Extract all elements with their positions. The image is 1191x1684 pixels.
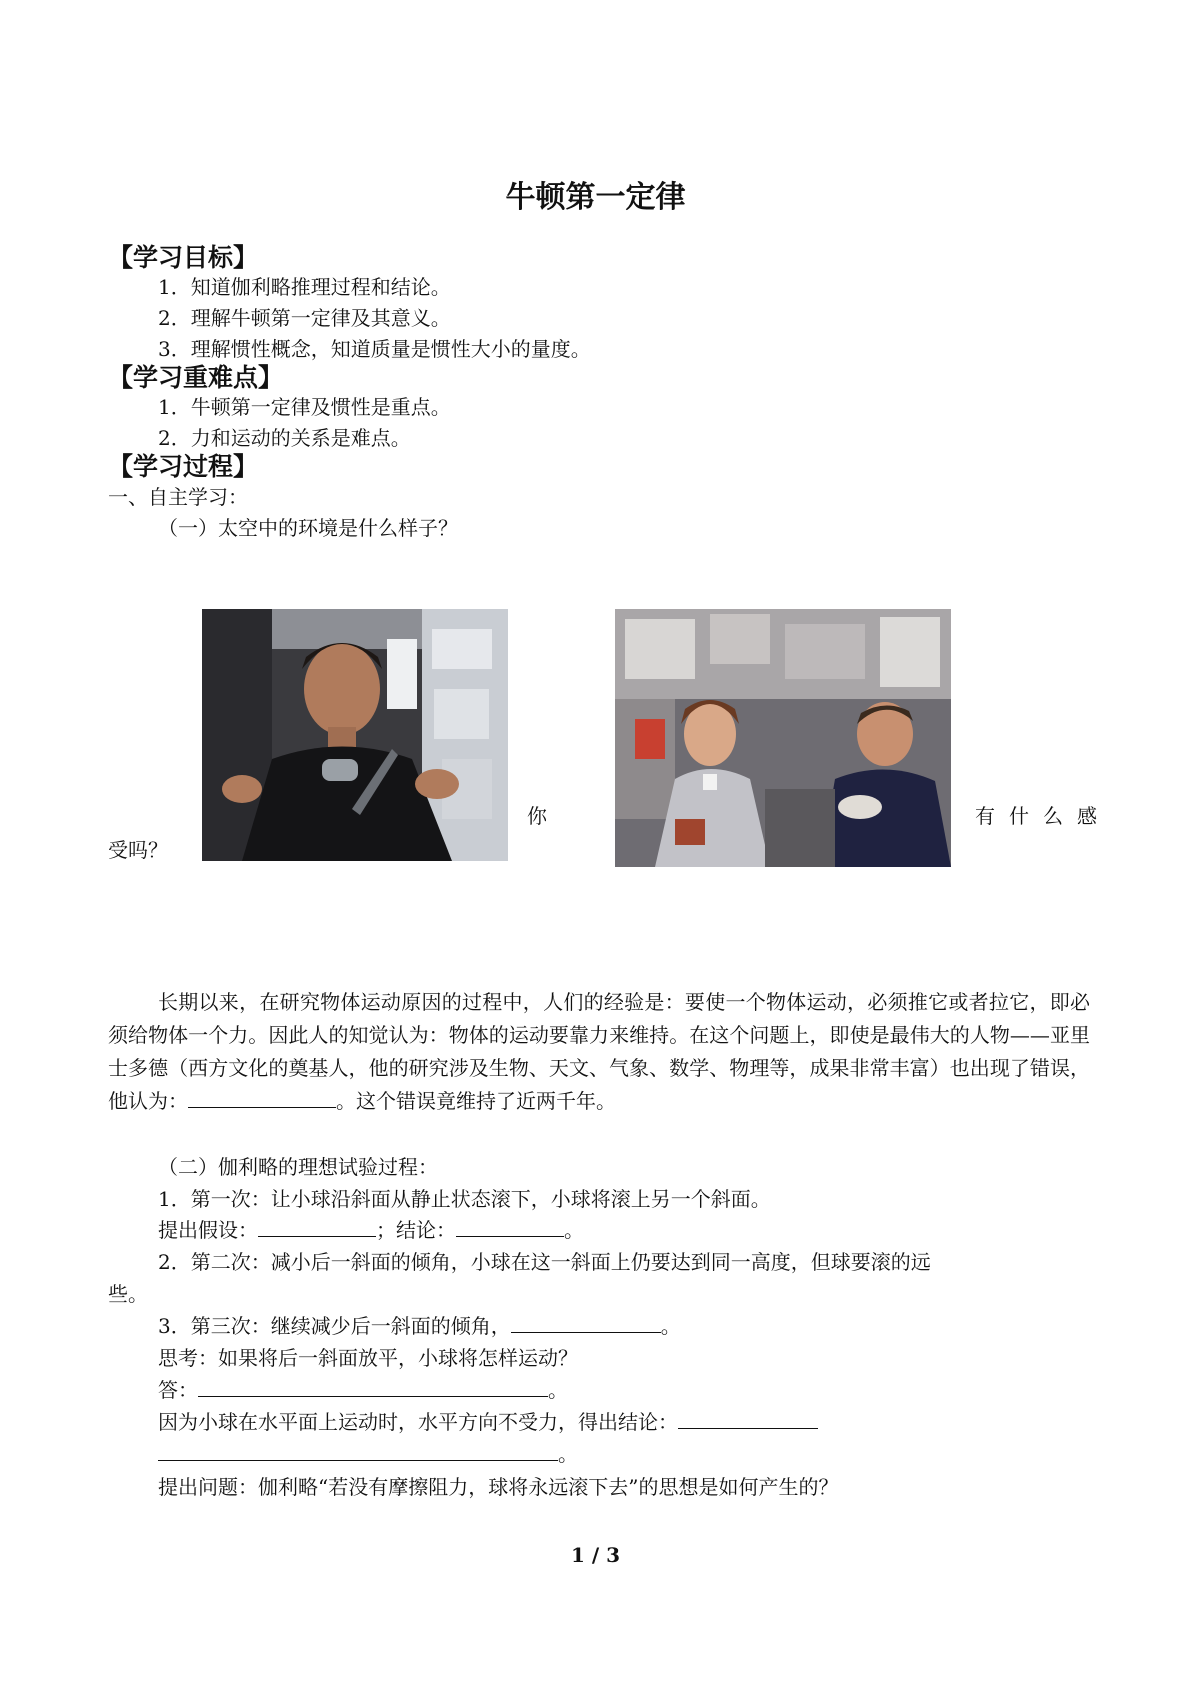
step-3: [158, 1310, 681, 1339]
because-end: 。: [558, 1442, 578, 1466]
aristotle-answer-blank[interactable]: [188, 1089, 336, 1108]
step-3-end: 。: [660, 1314, 681, 1338]
hypothesis-label: 提出假设：: [158, 1218, 258, 1242]
answer-end: 。: [548, 1378, 568, 1402]
goal-item-1: 1．知道伽利略推理过程和结论。: [158, 275, 451, 299]
goals-heading: 【学习目标】: [108, 243, 259, 272]
astronauts-photo-2: [615, 609, 951, 867]
key-points-heading: 【学习重难点】: [108, 363, 284, 392]
hypothesis-line: [158, 1214, 584, 1243]
caption-question-end: 受吗？: [108, 838, 168, 862]
think-question: 思考：如果将后一斜面放平，小球将怎样运动？: [158, 1346, 578, 1370]
process-heading: 【学习过程】: [108, 452, 259, 481]
hypothesis-blank[interactable]: [258, 1218, 376, 1237]
because-text: 因为小球在水平面上运动时，水平方向不受力，得出结论：: [158, 1410, 678, 1434]
astronaut-photo-1-image: [202, 609, 508, 861]
answer-label: 答：: [158, 1378, 198, 1402]
because-line-2: [158, 1438, 578, 1467]
aristotle-paragraph-end: 。这个错误竟维持了近两千年。: [336, 1089, 616, 1113]
caption-any-feeling: 有什么感: [975, 804, 1111, 828]
astronaut-photo-1: [202, 609, 508, 861]
answer-blank[interactable]: [198, 1378, 548, 1397]
answer-line: [158, 1374, 568, 1403]
astronauts-photo-2-image: [615, 609, 951, 867]
step-3-text: 3．第三次：继续减少后一斜面的倾角，: [158, 1314, 511, 1338]
aristotle-paragraph-text: 长期以来，在研究物体运动原因的过程中，人们的经验是：要使一个物体运动，必须推它或者拉它，即必须给物体一个力。因此人的知觉认为：物体的运动要靠力来维持。在这个问题上，即使是最伟大的人物——亚里士多德（西方文化的奠基人，他的研究涉及生物、天文、气象、数学、物理等，成果非常丰富）也出现了错误，他认为：: [108, 990, 1090, 1113]
key-item-1: 1．牛顿第一定律及惯性是重点。: [158, 395, 451, 419]
conclusion-blank[interactable]: [456, 1218, 564, 1237]
conclusion-blank-2[interactable]: [678, 1410, 818, 1429]
aristotle-paragraph: [108, 986, 1090, 1118]
conclusion-label: ；结论：: [376, 1218, 456, 1242]
page-number: 1 / 3: [570, 1543, 621, 1567]
step-1: 1．第一次：让小球沿斜面从静止状态滚下，小球将滚上另一个斜面。: [158, 1187, 771, 1211]
step-3-blank[interactable]: [511, 1314, 661, 1333]
raise-question: 提出问题：伽利略“若没有摩擦阻力，球将永远滚下去”的思想是如何产生的？: [158, 1475, 839, 1499]
because-line: [158, 1406, 818, 1435]
question-space-environment: （一）太空中的环境是什么样子？: [158, 516, 458, 540]
key-item-2: 2．力和运动的关系是难点。: [158, 426, 411, 450]
caption-you: 你: [527, 804, 547, 828]
galileo-experiment-heading: （二）伽利略的理想试验过程：: [158, 1155, 438, 1179]
goal-item-3: 3．理解惯性概念，知道质量是惯性大小的量度。: [158, 337, 591, 361]
self-study-heading: 一、自主学习：: [108, 485, 248, 509]
page-title: 牛顿第一定律: [505, 180, 686, 215]
step-2-continued: 些。: [108, 1282, 148, 1306]
goal-item-2: 2．理解牛顿第一定律及其意义。: [158, 306, 451, 330]
step-2: 2．第二次：减小后一斜面的倾角，小球在这一斜面上仍要达到同一高度，但球要滚的远: [158, 1250, 931, 1274]
hypothesis-end: 。: [564, 1218, 584, 1242]
conclusion-blank-2-continued[interactable]: [158, 1442, 558, 1461]
